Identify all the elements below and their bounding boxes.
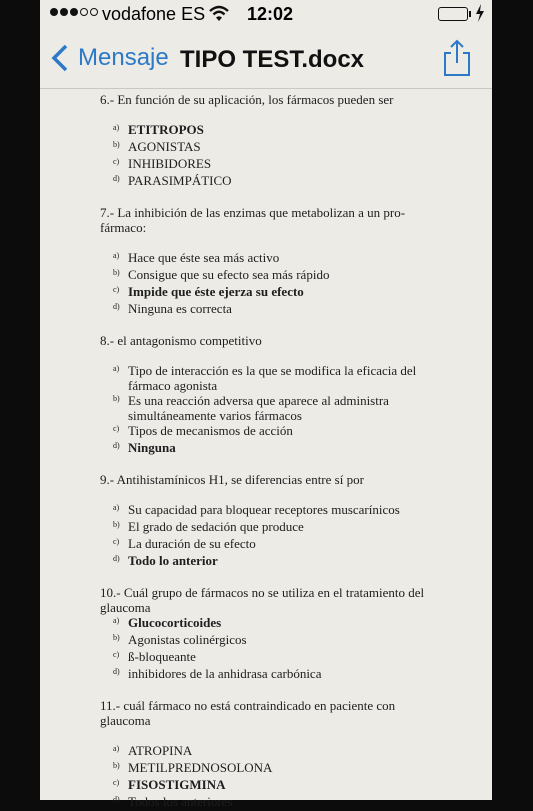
answer-list xyxy=(100,250,484,318)
question-text: 6.- En función de su aplicación, los fármacos pueden ser xyxy=(100,92,394,107)
answer-option: a) Glucocorticoides xyxy=(113,615,222,630)
signal-strength-icon xyxy=(50,8,98,16)
navigation-bar xyxy=(40,30,492,89)
back-button[interactable] xyxy=(50,44,169,72)
answer-option: b) AGONISTAS xyxy=(113,139,201,154)
back-button-label: Mensaje xyxy=(78,44,169,71)
answer-option: b) Consigue que su efecto sea más rápido xyxy=(113,267,330,282)
answer-option: b) METILPREDNOSOLONA xyxy=(113,760,273,775)
answer-option: a) Tipo de interacción es la que se modifica la eficacia del fármaco agonista xyxy=(113,363,417,393)
answer-list xyxy=(100,122,484,190)
question-text: 11.- cuál fármaco no está contraindicado en paciente con glaucoma xyxy=(100,698,396,728)
share-icon[interactable] xyxy=(442,38,472,78)
question xyxy=(100,698,484,811)
chevron-left-icon xyxy=(50,44,70,72)
document-content xyxy=(100,92,484,811)
status-bar xyxy=(40,0,492,30)
question xyxy=(100,333,484,457)
answer-option: d) PARASIMPÁTICO xyxy=(113,173,232,188)
question xyxy=(100,92,484,190)
question-text: 8.- el antagonismo competitivo xyxy=(100,333,262,348)
answer-list xyxy=(100,743,484,811)
answer-option: c) FISOSTIGMINA xyxy=(113,777,226,792)
question xyxy=(100,472,484,570)
phone-screen xyxy=(40,0,492,809)
answer-option: d) Todo lo anterior xyxy=(113,553,218,568)
answer-option: a) ETITROPOS xyxy=(113,122,204,137)
answer-option: d) Ninguna es correcta xyxy=(113,301,232,316)
page-title: TIPO TEST.docx xyxy=(180,46,365,73)
question-text: 7.- La inhibición de las enzimas que metabolizan a un pro- fármaco: xyxy=(100,205,406,235)
battery-icon xyxy=(438,7,468,21)
carrier-name: vodafone ES xyxy=(102,4,206,24)
charging-icon xyxy=(475,4,485,22)
clock: 12:02 xyxy=(247,4,294,24)
answer-option: c) La duración de su efecto xyxy=(113,536,256,551)
answer-option: c) INHIBIDORES xyxy=(113,156,212,171)
answer-option: a) ATROPINA xyxy=(113,743,193,758)
question xyxy=(100,585,484,683)
answer-option: c) Impide que éste ejerza su efecto xyxy=(113,284,304,299)
answer-option: d) Todos los anteriores xyxy=(113,794,233,809)
answer-list xyxy=(100,363,484,457)
answer-list xyxy=(100,615,484,683)
question xyxy=(100,205,484,318)
answer-option: a) Hace que éste sea más activo xyxy=(113,250,280,265)
answer-option: b) Es una reacción adversa que aparece al administra simultáneamente varios fármacos xyxy=(113,393,389,423)
answer-option: c) ß-bloqueante xyxy=(113,649,196,664)
question-text: 10.- Cuál grupo de fármacos no se utiliza en el tratamiento del glaucoma xyxy=(100,585,425,615)
answer-option: a) Su capacidad para bloquear receptores muscarínicos xyxy=(113,502,400,517)
answer-option: d) inhibidores de la anhidrasa carbónica xyxy=(113,666,322,681)
answer-option: b) Agonistas colinérgicos xyxy=(113,632,247,647)
wifi-icon xyxy=(208,2,230,24)
answer-option: c) Tipos de mecanismos de acción xyxy=(113,423,293,438)
answer-option: b) El grado de sedación que produce xyxy=(113,519,304,534)
answer-option: d) Ninguna xyxy=(113,440,176,455)
question-text: 9.- Antihistamínicos H1, se diferencias entre sí por xyxy=(100,472,364,487)
answer-list xyxy=(100,502,484,570)
